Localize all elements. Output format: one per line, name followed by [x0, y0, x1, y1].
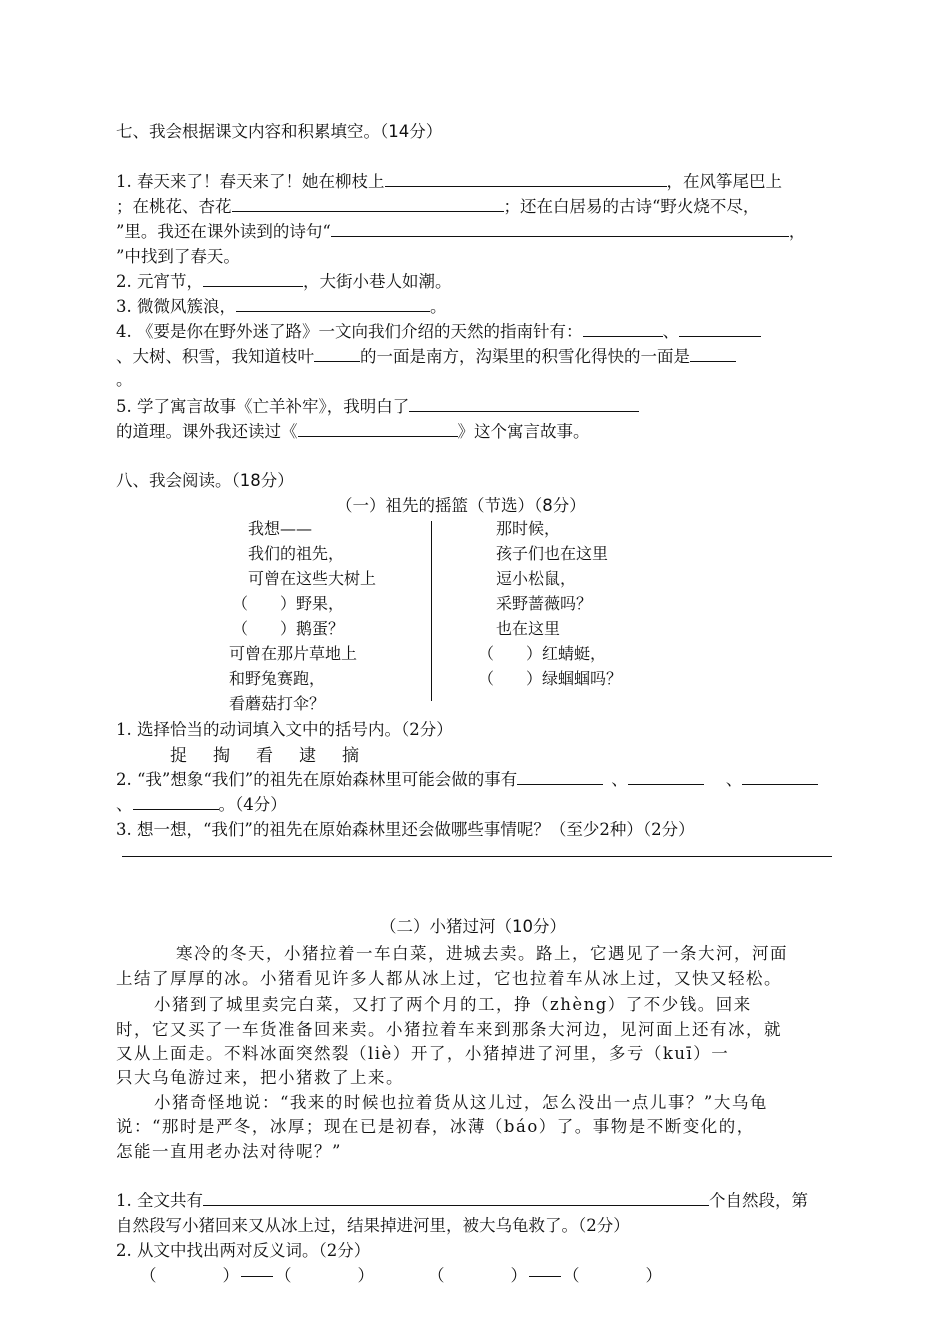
blank-q7-1a[interactable]: [385, 172, 667, 187]
q7-3: 3. 微微风簇浪， 。: [116, 297, 447, 316]
blank-p2-q1a[interactable]: [203, 1191, 709, 1206]
blank-p1-q2d[interactable]: [133, 795, 219, 810]
p2-line-4: 时，它又买了一车货准备回来卖。小猪拉着车来到那条大河边，见河面上还有冰，就: [116, 1020, 782, 1039]
answer-line-p1-q3[interactable]: [122, 856, 832, 857]
poem-left-3: 可曾在这些大树上: [248, 569, 377, 588]
p2-line-3: 小猪到了城里卖完白菜，又打了两个月的工，挣（zhèng）了不少钱。回来: [154, 995, 752, 1014]
antonym-pairs: [140, 1262, 662, 1286]
verb-1: 捉: [170, 746, 187, 766]
blank-p1-q2a[interactable]: [517, 770, 603, 785]
passage-2-title: （二）小猪过河（10分）: [380, 917, 566, 936]
poem-right-7: （ ）绿蝈蝈吗？: [478, 669, 623, 688]
p1-q2-line1: 2. “我”想象“我们”的祖先在原始森林里可能会做的事有 、 、: [116, 766, 818, 790]
section-8-heading: 八、我会阅读。（18分）: [116, 471, 294, 490]
poem-left-1: 我想——: [248, 519, 313, 538]
poem-right-5: 也在这里: [496, 619, 561, 638]
pair-2-b[interactable]: （ ）: [563, 1266, 662, 1285]
p2-line-5: 又从上面走。不料冰面突然裂（liè）开了，小猪掉进了河里，多亏（kuī）一: [116, 1044, 730, 1063]
poem-left-5: （ ）鹅蛋？: [232, 619, 345, 638]
q7-2: 2. 元宵节， ，大街小巷人如潮。: [116, 272, 452, 291]
p2-line-7: 小猪奇怪地说：“我来的时候也拉着货从这儿过，怎么没出一点儿事？”大乌龟: [154, 1093, 768, 1112]
poem-divider: [431, 521, 432, 701]
verb-2: 掏: [213, 746, 230, 766]
q7-5-line2: 的道理。课外我还读过《 》这个寓言故事。: [116, 422, 590, 441]
blank-p1-q2c[interactable]: [742, 770, 818, 785]
p2-q2: 2. 从文中找出两对反义词。（2分）: [116, 1241, 371, 1260]
poem-left-6: 可曾在那片草地上: [229, 644, 358, 663]
poem-right-1: 那时候，: [496, 519, 561, 538]
q7-4-line3: 。: [116, 370, 133, 389]
pair-1-a[interactable]: （ ）: [140, 1266, 239, 1285]
blank-q7-5b[interactable]: [298, 422, 458, 437]
pair-1-b[interactable]: （ ）: [275, 1266, 374, 1285]
poem-right-4: 采野蔷薇吗？: [496, 594, 593, 613]
blank-p1-q2b[interactable]: [628, 770, 704, 785]
p2-line-6: 只大乌龟游过来，把小猪救了上来。: [116, 1068, 404, 1087]
blank-q7-5a[interactable]: [409, 397, 639, 412]
blank-q7-4b[interactable]: [679, 322, 761, 337]
p2-line-1: 寒冷的冬天，小猪拉着一车白菜，进城去卖。路上，它遇见了一条大河，河面: [176, 944, 788, 963]
poem-right-3: 逗小松鼠，: [496, 569, 577, 588]
poem-left-2: 我们的祖先，: [248, 544, 345, 563]
p2-line-9: 怎能一直用老办法对待呢？”: [116, 1142, 342, 1161]
poem-right-6: （ ）红蜻蜓，: [478, 644, 607, 663]
p2-line-2: 上结了厚厚的冰。小猪看见许多人都从冰上过，它也拉着车从冰上过，又快又轻松。: [116, 969, 782, 988]
blank-q7-1b[interactable]: [232, 197, 504, 212]
p2-q1-line2: 自然段写小猪回来又从冰上过，结果掉进河里，被大乌龟救了。（2分）: [116, 1216, 630, 1235]
p1-q2-line2: 、 。（4分）: [116, 795, 287, 814]
passage-1-title: （一）祖先的摇篮（节选）（8分）: [336, 496, 586, 515]
q7-4-line2: 、大树、积雪，我知道枝叶 的一面是南方，沟渠里的积雪化得快的一面是: [116, 343, 736, 367]
poem-left-8: 看蘑菇打伞？: [229, 694, 326, 713]
p1-q1: 1. 选择恰当的动词填入文中的括号内。（2分）: [116, 720, 453, 739]
p1-q3: 3. 想一想，“我们”的祖先在原始森林里还会做哪些事情呢？（至少2种）（2分）: [116, 820, 695, 839]
pair-2-a[interactable]: （ ）: [428, 1266, 527, 1285]
q7-4-line1: 4. 《要是你在野外迷了路》一文向我们介绍的天然的指南针有： 、: [116, 318, 761, 342]
blank-q7-4a[interactable]: [583, 322, 663, 337]
pair-2-dash: [529, 1276, 561, 1277]
q7-5-line1: 5. 学了寓言故事《亡羊补牢》，我明白了: [116, 393, 639, 417]
poem-right-2: 孩子们也在这里: [496, 544, 609, 563]
blank-q7-4c[interactable]: [314, 347, 360, 362]
blank-q7-3[interactable]: [236, 297, 430, 312]
poem-left-7: 和野兔赛跑，: [229, 669, 326, 688]
poem-left-4: （ ）野果，: [232, 594, 345, 613]
blank-q7-1c[interactable]: [331, 222, 789, 237]
blank-q7-2[interactable]: [203, 272, 303, 287]
q7-1-line2: ；在桃花、杏花 ；还在白居易的古诗“野火烧不尽，: [116, 197, 760, 216]
q7-1-line1: 1. 春天来了！春天来了！她在柳枝上 ，在风筝尾巴上: [116, 172, 782, 191]
p2-q1-line1: 1. 全文共有 个自然段，第: [116, 1191, 808, 1210]
q7-1-line4: ”中找到了春天。: [116, 247, 240, 266]
verb-list: [170, 741, 359, 766]
section-7-heading: 七、我会根据课文内容和积累填空。（14分）: [116, 122, 443, 141]
verb-3: 看: [256, 746, 273, 766]
p2-line-8: 说：“那时是严冬，冰厚；现在已是初春，冰薄（báo）了。事物是不断变化的，: [116, 1117, 755, 1136]
pair-1-dash: [241, 1276, 273, 1277]
verb-5: 摘: [342, 746, 359, 766]
q7-1-line3: ”里。我还在课外读到的诗句“ ，: [116, 222, 806, 241]
verb-4: 逮: [299, 746, 316, 766]
blank-q7-4d[interactable]: [690, 347, 736, 362]
